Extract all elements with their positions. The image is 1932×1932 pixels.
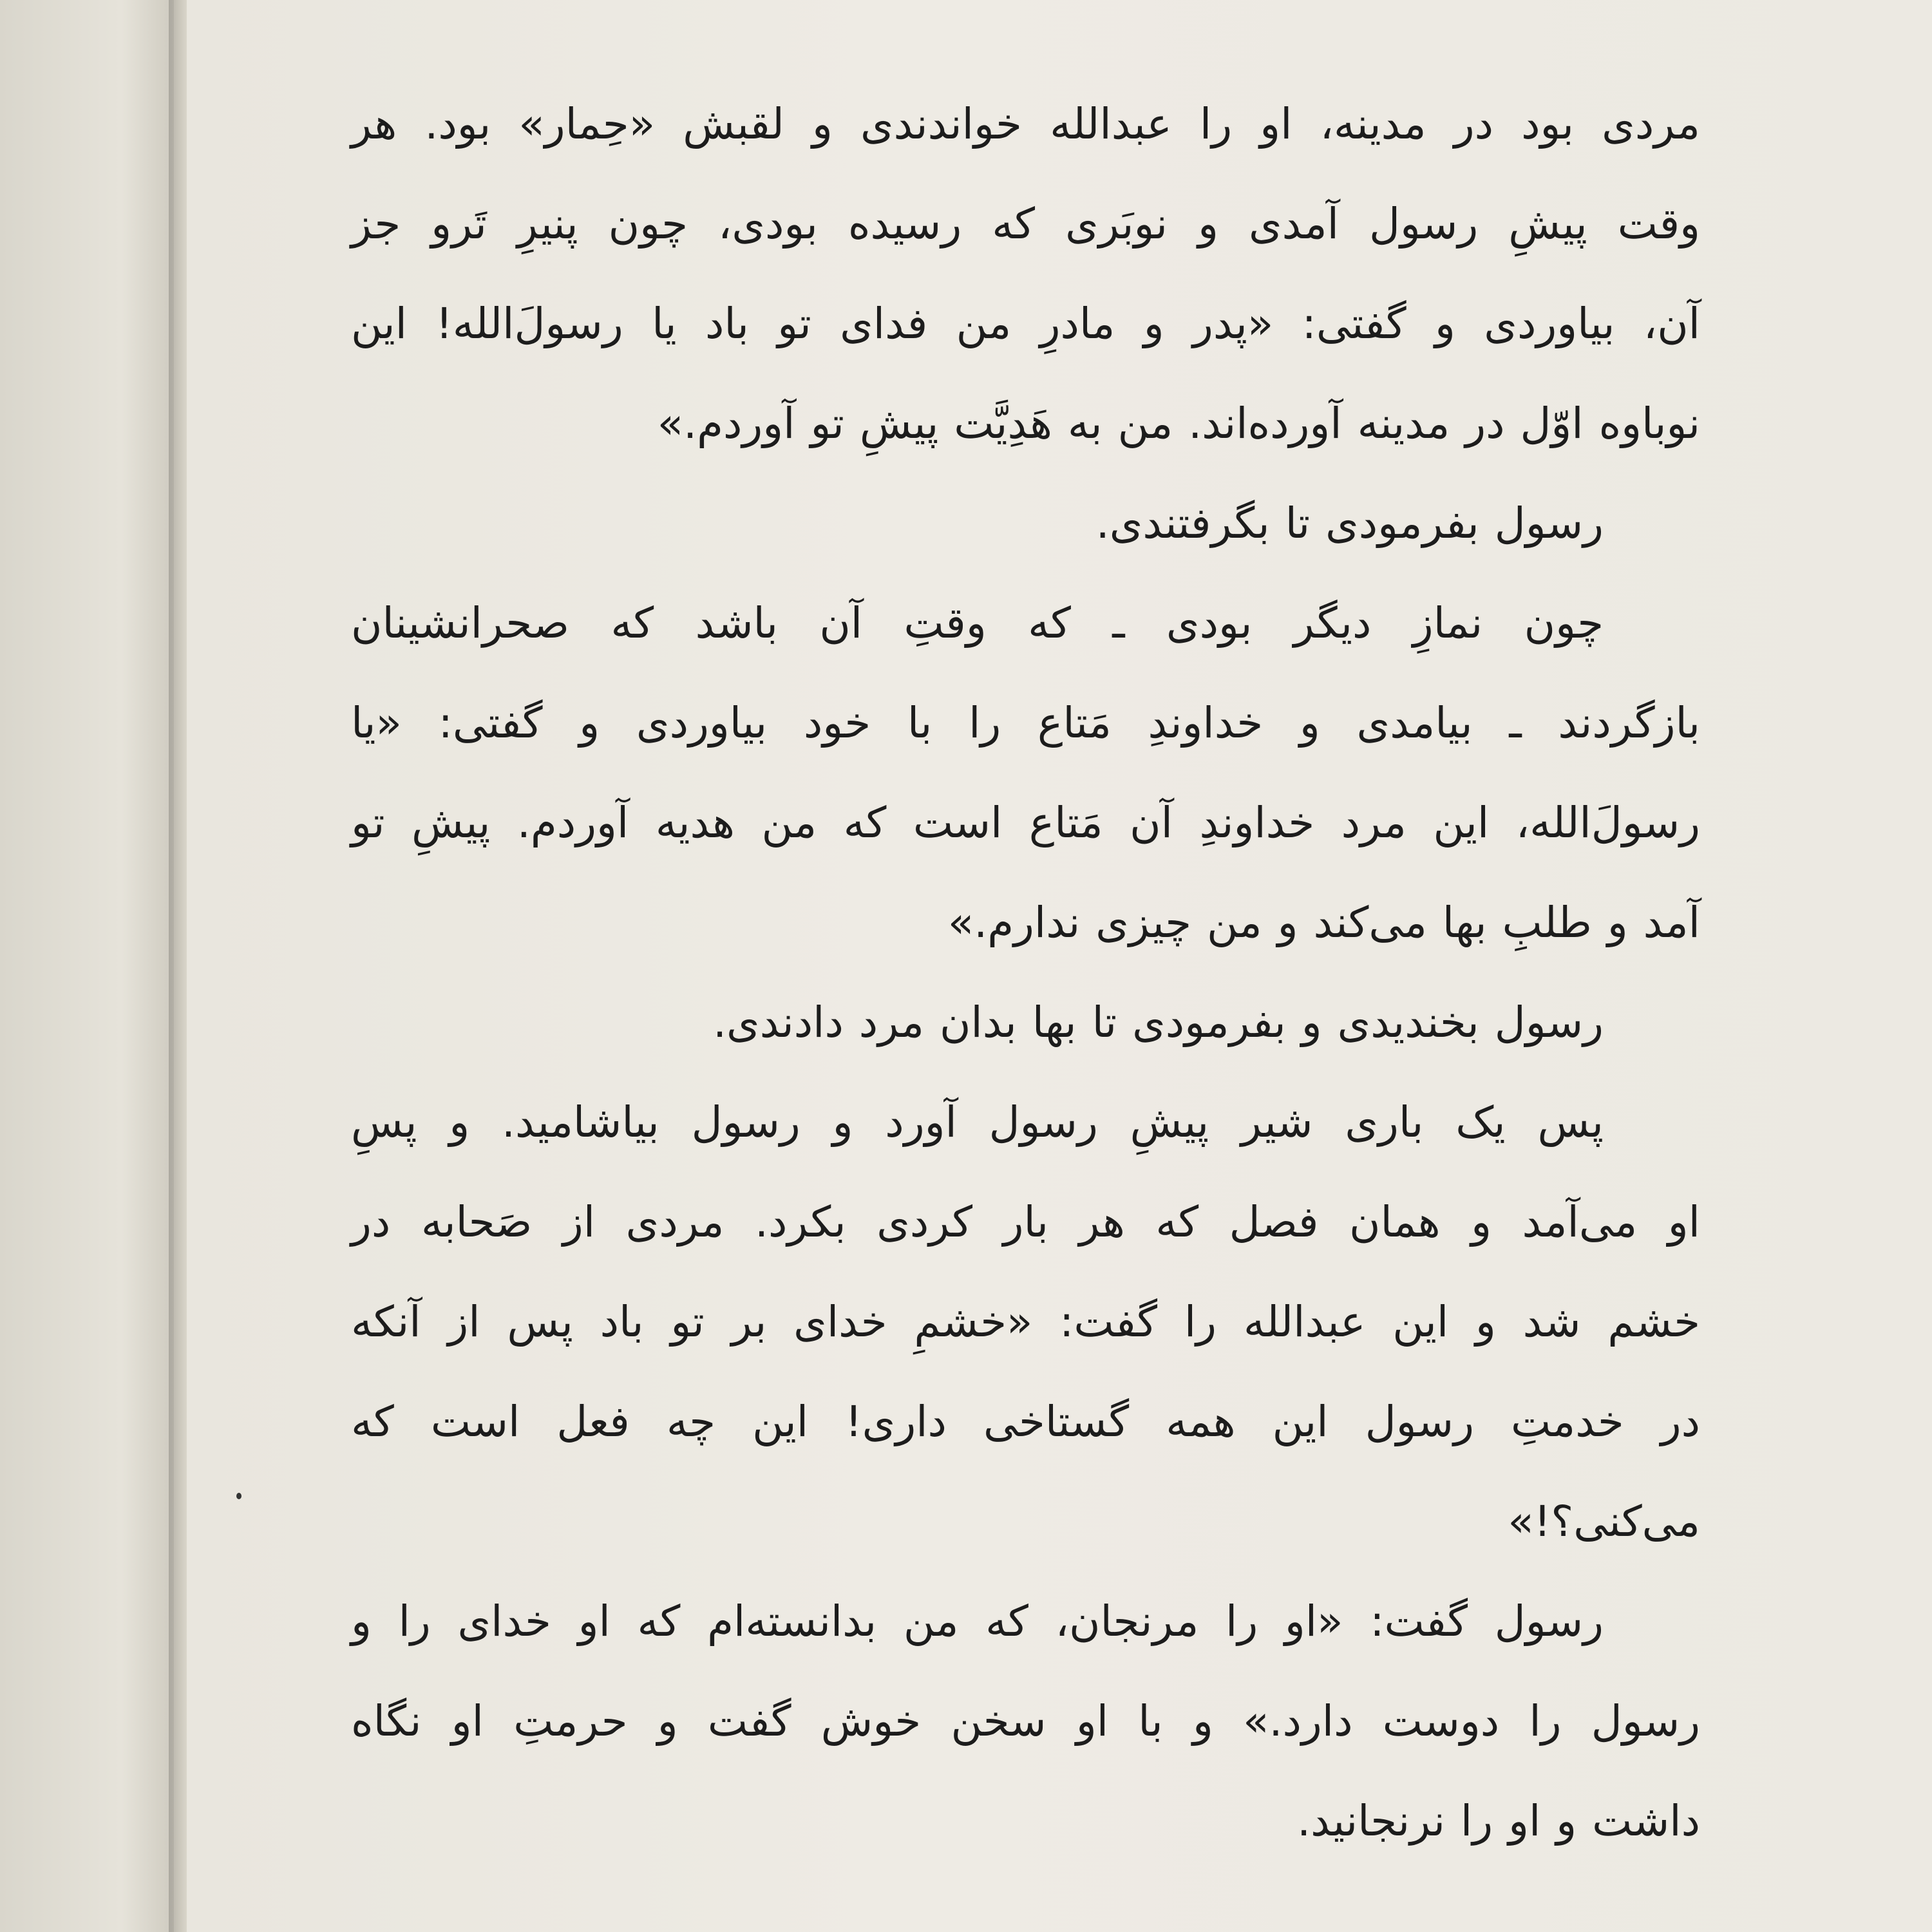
text-line: رسول بفرمودی تا بگرفتندی. — [1095, 498, 1604, 548]
text-line: رسول بخندیدی و بفرمودی تا بها بدان مرد دادندی. — [713, 998, 1604, 1047]
page-text — [351, 74, 1700, 1871]
text-line: خشم شد و این عبدالله را گفت: «خشمِ خدای بر تو باد پس از آنکه — [351, 1297, 1700, 1347]
text-line: آمد و طلبِ بها می‌کند و من چیزی ندارم.» — [947, 898, 1700, 947]
text-line: آن، بیاوردی و گفتی: «پدر و مادرِ من فدای تو باد یا رسولَ‌الله! این — [351, 299, 1700, 348]
facing-page — [0, 0, 174, 1932]
text-line: رسول گفت: «او را مرنجان، که من بدانسته‌ام که او خدای را و — [351, 1596, 1604, 1646]
book-spine-shadow — [169, 0, 188, 1932]
text-line: می‌کنی؟!» — [1508, 1497, 1700, 1546]
ink-speck — [236, 1493, 242, 1499]
text-line: بازگردند ـ بیامدی و خداوندِ مَتاع را با خود بیاوردی و گفتی: «یا — [351, 698, 1700, 748]
text-line: رسول را دوست دارد.» و با او سخن خوش گفت و حرمتِ او نگاه — [351, 1696, 1700, 1746]
text-line: او می‌آمد و همان فصل که هر بار کردی بکرد. مردی از صَحابه در — [351, 1197, 1700, 1247]
text-line: چون نمازِ دیگر بودی ـ که وقتِ آن باشد که صحرانشینان — [351, 598, 1604, 648]
text-line: نوباوه اوّل در مدینه آورده‌اند. من به هَدِیَّت پیشِ تو آوردم.» — [657, 399, 1700, 448]
text-line: رسولَ‌الله، این مرد خداوندِ آن مَتاع است که من هدیه آوردم. پیشِ تو — [351, 798, 1700, 848]
text-line: داشت و او را نرنجانید. — [1297, 1796, 1700, 1846]
text-line: وقت پیشِ رسول آمدی و نوبَری که رسیده بودی، چون پنیرِ تَرو جز — [351, 199, 1700, 249]
text-line: مردی بود در مدینه، او را عبدالله خواندندی و لقبش «حِمار» بود. هر — [351, 99, 1700, 149]
text-line: پس یک باری شیر پیشِ رسول آورد و رسول بیاشامید. و پسِ — [351, 1097, 1604, 1147]
text-line: در خدمتِ رسول این همه گستاخی داری! این چه فعل است که — [351, 1397, 1700, 1446]
